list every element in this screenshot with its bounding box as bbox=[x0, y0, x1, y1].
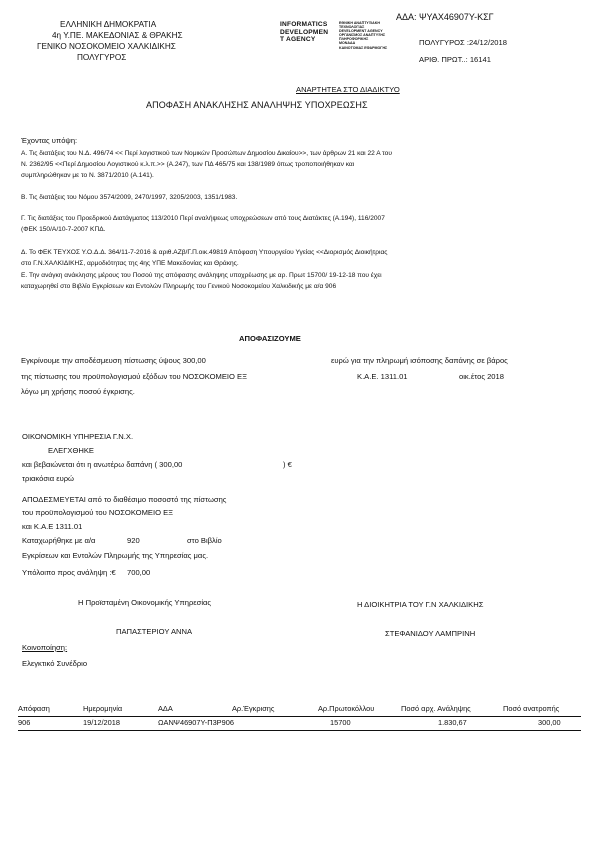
decision-heading: ΑΠΟΦΑΣΙΖΟΥΜΕ bbox=[239, 334, 301, 343]
signature-right-name: ΣΤΕΦΑΝΙΔΟΥ ΛΑΜΠΡΙΝΗ bbox=[385, 629, 476, 638]
org-name-hospital: ΓΕΝΙΚΟ ΝΟΣΟΚΟΜΕΙΟ ΧΑΛΚΙΔΙΚΗΣ bbox=[37, 42, 176, 51]
finance-remaining-value: 700,00 bbox=[127, 568, 151, 577]
table-bottom-line bbox=[18, 730, 581, 731]
finance-checked: ΕΛΕΓΧΘΗΚΕ bbox=[48, 446, 94, 455]
signature-left-role: Η Προϊσταμένη Οικονομικής Υπηρεσίας bbox=[78, 598, 212, 607]
table-header-approval-no: Αρ.Έγκρισης bbox=[232, 704, 275, 713]
considering-c-line1: Γ. Τις διατάξεις του Προεδρικού Διατάγματος 113/2010 Περί αναλήψεως υποχρεώσεων από τους Διατάκτες (Α.194), 116/2007 bbox=[21, 215, 385, 222]
table-header-ada: ΑΔΑ bbox=[158, 704, 173, 713]
table-cell-protocol-no: 15700 bbox=[330, 718, 351, 727]
document-title: ΑΠΟΦΑΣΗ ΑΝΑΚΛΗΣΗΣ ΑΝΑΛΗΨΗΣ ΥΠΟΧΡΕΩΣΗΣ bbox=[146, 100, 368, 110]
signature-right-role: Η ΔΙΟΙΚΗΤΡΙΑ ΤΟΥ Γ.Ν ΧΑΛΚΙΔΙΚΗΣ bbox=[357, 600, 484, 609]
table-cell-ada: ΩΑΝΨ46907Υ-Π3Ρ906 bbox=[158, 718, 234, 727]
decision-line2-budget: της πίστωσης του προϋπολογισμού εξόδων του ΝΟΣΟΚΟΜΕΙΟ ΕΞ bbox=[21, 372, 248, 381]
considering-a-line2: Ν. 2362/95 <<Περί Δημοσίου Λογιστικού κ.λ.π.>> (Α.247), των ΠΔ 465/75 και 138/1989 όπως τροποποιήθηκαν και bbox=[21, 161, 355, 168]
finance-release-line1: ΑΠΟΔΕΣΜΕΥΕΤΑΙ από το διαθέσιμο ποσοστό της πίστωσης bbox=[22, 495, 227, 504]
finance-amount-words: τριακόσια ευρώ bbox=[22, 474, 74, 483]
considering-e-line2: καταχωρηθεί στο Βιβλίο Εγκρίσεων και Εντολών Πληρωμής του Γενικού Νοσοκομείου Χαλκιδικής με α/α 906 bbox=[21, 283, 337, 290]
considering-d-line2: στο Γ.Ν.ΧΑΛΚΙΔΙΚΗΣ, αρμοδιότητας της 4ης ΥΠΕ Μακεδονίας και Θράκης. bbox=[21, 260, 239, 267]
org-name-health-region: 4η Υ.ΠΕ. ΜΑΚΕΔΟΝΙΑΣ & ΘΡΑΚΗΣ bbox=[52, 31, 183, 40]
notification-heading: Κοινοποίηση: bbox=[22, 643, 68, 652]
finance-release-line2: του προϋπολογισμού του ΝΟΣΟΚΟΜΕΙΟ ΕΞ bbox=[22, 508, 174, 517]
table-cell-reversal-amount: 300,00 bbox=[538, 718, 561, 727]
table-header-date: Ημερομηνία bbox=[83, 704, 123, 713]
ada-code: ΑΔΑ: ΨΥΑΧ46907Υ-ΚΣΓ bbox=[396, 12, 494, 22]
finance-registered-label: Καταχωρήθηκε με α/α bbox=[22, 536, 96, 545]
logo bbox=[280, 21, 328, 44]
finance-release-line3: και Κ.Α.Ε 1311.01 bbox=[22, 522, 83, 531]
decision-line3-reason: λόγω μη χρήσης ποσού έγκρισης. bbox=[21, 387, 135, 396]
table-row bbox=[18, 718, 581, 730]
considering-d-line1: Δ. Το ΦΕΚ ΤΕΥΧΟΣ Υ.Ο.Δ.Δ. 364/11-7-2016 & αριθ.ΑΖβ/Γ.Π.οικ.49819 Απόφαση Υπουργείου Υγείας <<Διορισμός Διοικήτριας bbox=[21, 249, 388, 256]
table-header-reversal-amount: Ποσό ανατροπής bbox=[503, 704, 560, 713]
decision-line2-kae: Κ.Α.Ε. 1311.01 bbox=[357, 372, 408, 381]
table-divider bbox=[18, 716, 581, 717]
signature-left-name: ΠΑΠΑΣΤΕΡΙΟΥ ΑΝΝΑ bbox=[116, 627, 193, 636]
considering-c-line2: (ΦΕΚ 150/Α/10-7-2007 ΚΠΔ. bbox=[21, 226, 106, 233]
finance-registered-line2: Εγκρίσεων και Εντολών Πληρωμής της Υπηρεσίας μας. bbox=[22, 551, 209, 560]
table-header-decision: Απόφαση bbox=[18, 704, 50, 713]
finance-remaining-label: Υπόλοιπο προς ανάληψη :€ bbox=[22, 568, 116, 577]
considering-heading: Έχοντας υπόψη: bbox=[21, 136, 78, 145]
considering-a-line3: συμπληρώθηκαν με το Ν. 3871/2010 (Α.141). bbox=[21, 172, 154, 179]
decision-line1-purpose: ευρώ για την πληρωμή ισόποσης δαπάνης σε βάρος bbox=[331, 356, 508, 365]
considering-b: Β. Τις διατάξεις του Νόμου 3574/2009, 2470/1997, 3205/2003, 1351/1983. bbox=[21, 194, 238, 201]
table-cell-date: 19/12/2018 bbox=[83, 718, 120, 727]
org-name-city: ΠΟΛΥΓΥΡΟΣ bbox=[77, 53, 127, 62]
document-date: ΠΟΛΥΓΥΡΟΣ :24/12/2018 bbox=[419, 38, 507, 47]
logo-text-small: ΕΘΝΙΚΗ ΑΝΑΠΤΥΞΙΑΚΗ ΤΕΧΝΟΛΟΓΙΑΣ DEVELOPMENT AGENCY ΟΡΓΑΝΙΣΜΟΣ ΑΝΑΠΤΥΞΗΣ ΠΛΗΡΟΦΟΡΙΚΗΣ ΜΟΝΑΔΑ ΚΑΙΝΟΤΟΜΑΣ ΕΦΑΡΜΟΓΗΣ bbox=[339, 21, 388, 50]
logo-text-large: INFORMATICS DEVELOPMEN T AGENCY bbox=[280, 21, 329, 44]
publish-note: ΑΝΑΡΤΗΤΕΑ ΣΤΟ ΔΙΑΔΙΚΤΥΟ bbox=[296, 85, 400, 94]
protocol-number: ΑΡΙΘ. ΠΡΩΤ..: 16141 bbox=[419, 55, 491, 64]
table-header-original-amount: Ποσό αρχ. Ανάληψης bbox=[401, 704, 471, 713]
finance-registered-book: στο Βιβλίο bbox=[187, 536, 222, 545]
considering-a-line1: Α. Τις διατάξεις του Ν.Δ. 496/74 << Περί λογιστικού των Νομικών Προσώπων Δημοσίου Δικαίου>>, των άρθρων 21 και 22 Α του bbox=[21, 150, 392, 157]
table-header-row bbox=[18, 704, 581, 716]
decision-line2-fiscal-year: οικ.έτος 2018 bbox=[459, 372, 504, 381]
org-name-republic: ΕΛΛΗΝΙΚΗ ΔΗΜΟΚΡΑΤΙΑ bbox=[60, 20, 157, 29]
table-cell-original-amount: 1.830,67 bbox=[438, 718, 467, 727]
finance-certify: και βεβαιώνεται ότι η ανωτέρω δαπάνη ( 300,00 bbox=[22, 460, 183, 469]
table-header-protocol-no: Αρ.Πρωτοκόλλου bbox=[318, 704, 375, 713]
decision-line1-approval: Εγκρίνουμε την αποδέσμευση πίστωσης ύψους 300,00 bbox=[21, 356, 206, 365]
table-cell-decision: 906 bbox=[18, 718, 31, 727]
finance-certify-euro: ) € bbox=[283, 460, 292, 469]
finance-registered-number: 920 bbox=[127, 536, 140, 545]
notification-recipient: Ελεγκτικό Συνέδριο bbox=[22, 659, 88, 668]
finance-service-name: ΟΙΚΟΝΟΜΙΚΗ ΥΠΗΡΕΣΙΑ Γ.Ν.Χ. bbox=[22, 432, 134, 441]
considering-e-line1: Ε. Την ανάγκη ανάκλησης μέρους του Ποσού της απόφασης ανάληψης υποχρέωσης με αρ. Πρωτ 15700/ 19-12-18 που έχει bbox=[21, 272, 382, 279]
